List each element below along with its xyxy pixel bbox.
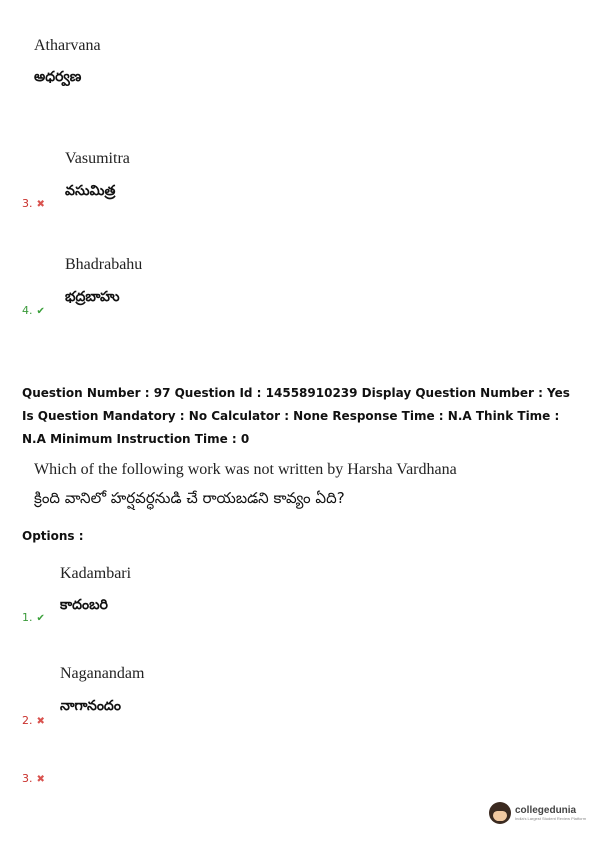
option-number: 3.: [22, 197, 33, 210]
q97-option-3-number: [22, 772, 45, 785]
option-3-number: [22, 197, 45, 210]
q97-option-1-number: [22, 611, 45, 624]
logo-tagline: India's Largest Student Review Platform: [515, 815, 587, 821]
cross-icon: ✖: [36, 716, 45, 727]
cross-icon: ✖: [36, 199, 45, 210]
mascot-icon: [489, 802, 511, 824]
q97-option-2-telugu: నాగానందం: [60, 698, 121, 714]
option-3-english: Vasumitra: [65, 150, 130, 167]
q97-option-1-english: Kadambari: [60, 565, 132, 582]
question-text-telugu: క్రింది వానిలో హర్షవర్ధనుడి చే రాయబడని కావ్యం ఏది?: [34, 489, 345, 507]
option-2-english: Atharvana: [34, 37, 101, 54]
q97-option-1-telugu: కాదంబరి: [60, 597, 108, 613]
option-2-telugu: అధర్వణ: [34, 69, 82, 85]
q97-option-2-english: Naganandam: [60, 665, 145, 682]
cross-icon: ✖: [36, 774, 45, 785]
option-number: 4.: [22, 304, 33, 317]
option-4-number: [22, 304, 45, 317]
question-text-english: Which of the following work was not written by Harsha Vardhana: [34, 461, 457, 478]
options-label: Options :: [22, 529, 84, 543]
option-4-english: Bhadrabahu: [65, 256, 143, 273]
option-4-telugu: భద్రబాహు: [65, 289, 120, 305]
option-3-telugu: వసుమిత్ర: [65, 183, 116, 199]
logo-name: collegedunia: [515, 804, 577, 816]
option-number: 2.: [22, 714, 33, 727]
option-number: 3.: [22, 772, 33, 785]
q97-option-2-number: [22, 714, 45, 727]
option-number: 1.: [22, 611, 33, 624]
check-icon: ✔: [36, 306, 45, 317]
collegedunia-logo: [489, 802, 586, 824]
check-icon: ✔: [36, 613, 45, 624]
question-meta: Question Number : 97 Question Id : 14558910239 Display Question Number : Yes Is Question Mandatory : No Calculator : None Response Time : N.A Think Time : N.A Minimum Instruction Time : 0: [22, 386, 570, 446]
